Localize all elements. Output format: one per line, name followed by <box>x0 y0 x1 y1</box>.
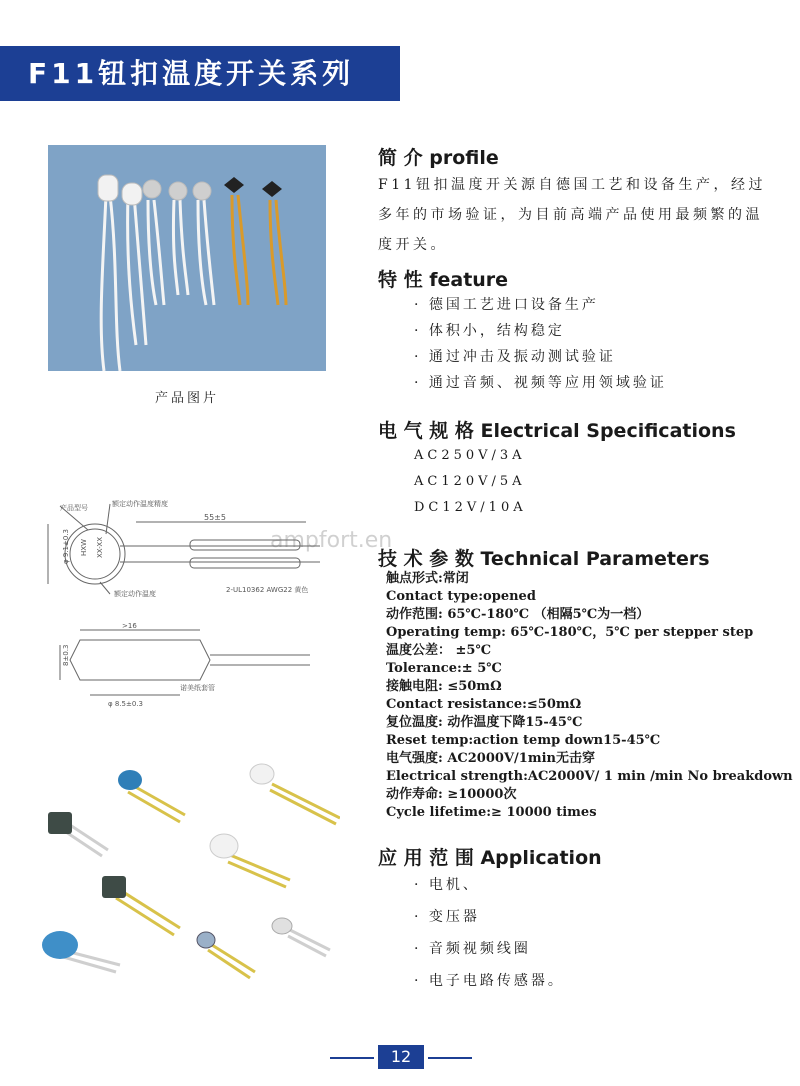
list-item: Tolerance:± 5℃ <box>386 661 502 676</box>
list-item: AC120V/5A <box>414 474 526 489</box>
dim-height: 8±0.3 <box>62 644 70 666</box>
profile-heading: 简 介 profile <box>378 147 499 169</box>
list-item: · 体积小，结构稳定 <box>414 323 565 339</box>
photo-caption: 产品图片 <box>154 391 219 406</box>
list-item: · 变压器 <box>414 909 480 925</box>
label-model: 产品型号 <box>60 504 88 512</box>
list-item: · 电机、 <box>414 877 480 893</box>
dim-width: >16 <box>122 622 137 630</box>
list-item: · 通过音频、视频等应用领域验证 <box>414 375 667 391</box>
list-item: 动作范围: 65℃-180℃ （相隔5℃为一档） <box>386 607 650 622</box>
mark-model: HXW <box>80 539 88 556</box>
product-photo <box>48 145 326 371</box>
dim-diameter: φ 9.1±0.3 <box>62 529 70 564</box>
technical-heading: 技 术 参 数 Technical Parameters <box>378 548 710 570</box>
list-item: 接触电阻: ≤50mΩ <box>386 679 502 694</box>
list-item: Operating temp: 65℃-180℃，5℃ per stepper step <box>386 625 754 640</box>
list-item: Contact type:opened <box>386 589 536 604</box>
technical-drawing <box>40 490 340 720</box>
list-item: Electrical strength:AC2000V/ 1 min /min No breakdown <box>386 769 793 784</box>
page-number: 12 <box>378 1045 424 1069</box>
product-parts-illustration <box>40 750 340 990</box>
list-item: AC250V/3A <box>414 448 526 463</box>
banner-title: F11钮扣温度开关系列 <box>0 46 400 101</box>
list-item: Contact resistance:≤50mΩ <box>386 697 582 712</box>
feature-heading: 特 性 feature <box>378 269 509 291</box>
dim-body: φ 8.5±0.3 <box>108 700 143 708</box>
list-item: 电气强度: AC2000V/1min无击穿 <box>386 751 595 766</box>
footer-rule-left <box>330 1057 374 1059</box>
list-item: · 电子电路传感器。 <box>414 973 565 989</box>
list-item: 动作寿命: ≥10000次 <box>386 787 517 802</box>
dim-length: 55±5 <box>204 513 226 522</box>
footer-rule-right <box>428 1057 472 1059</box>
list-item: Reset temp:action temp down15-45℃ <box>386 733 661 748</box>
profile-text: F11钮扣温度开关源自德国工艺和设备生产，经过多年的市场验证，为目前高端产品使用最频繁的温度开关。 <box>378 177 767 253</box>
list-item: 温度公差： ±5℃ <box>386 643 492 658</box>
list-item: · 德国工艺进口设备生产 <box>414 297 599 313</box>
sleeve-label: 诺美纸套管 <box>180 684 215 692</box>
label-precision: 额定动作温度精度 <box>112 500 168 508</box>
list-item: DC12V/10A <box>414 500 527 515</box>
watermark: ampfort.en <box>270 528 393 553</box>
electrical-list <box>414 443 527 521</box>
list-item: 触点形式:常闭 <box>386 571 469 586</box>
mark-temp: XX-XX <box>96 536 104 558</box>
electrical-heading: 电 气 规 格 Electrical Specifications <box>378 420 736 442</box>
technical-list <box>386 570 793 822</box>
application-heading: 应 用 范 围 Application <box>378 847 602 869</box>
feature-list <box>414 292 667 396</box>
list-item: 复位温度: 动作温度下降15-45℃ <box>386 715 583 730</box>
label-temp: 额定动作温度 <box>114 590 156 598</box>
list-item: · 音频视频线圈 <box>414 941 531 957</box>
list-item: · 通过冲击及振动测试验证 <box>414 349 616 365</box>
list-item: Cycle lifetime:≥ 10000 times <box>386 805 597 820</box>
application-list <box>414 869 565 997</box>
wire-spec: 2-UL10362 AWG22 黄色 <box>226 586 309 594</box>
